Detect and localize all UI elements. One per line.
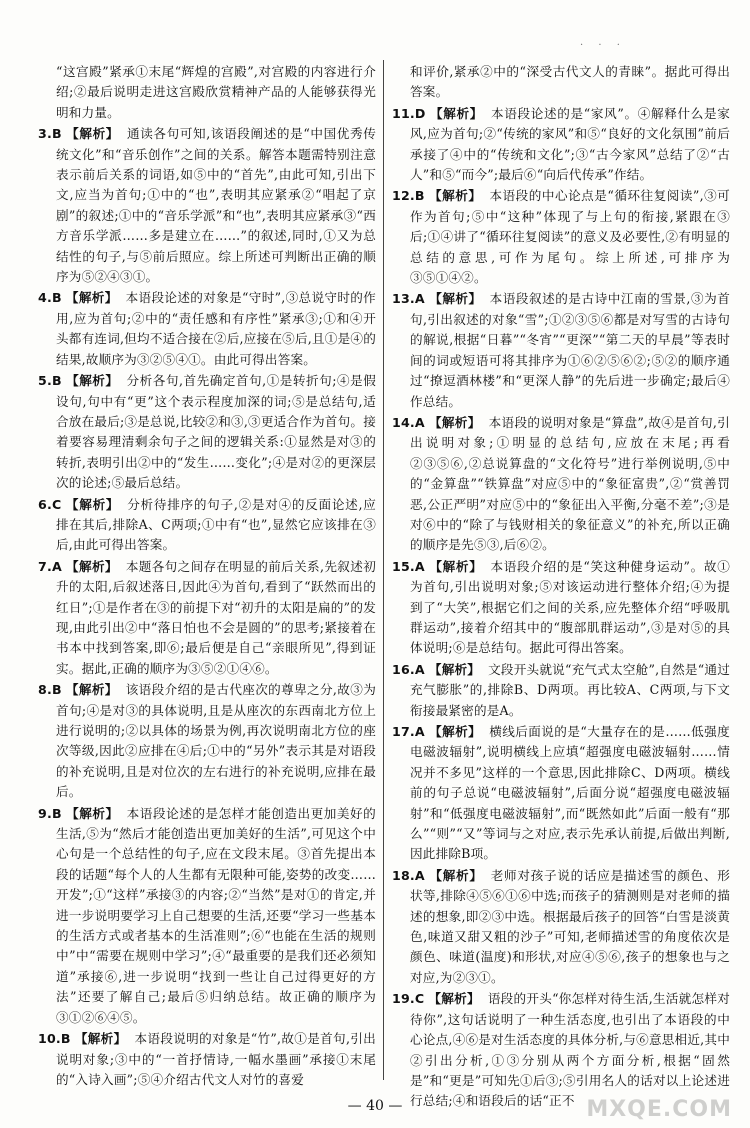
analysis-text: 本语段的中心论点是“循环往复阅读”,③可作为首句;⑤中“这种”体现了与上句的衔接,紧跟在③后;①④讲了“循环往复阅读”的意义及必要性,②有明显的总结的意思,可作为尾句。综上所述,可排序为③⑤①④②。 bbox=[410, 188, 730, 286]
answer-letter: B bbox=[51, 373, 62, 389]
answer-entry bbox=[38, 495, 376, 556]
analysis-text: 横线后面说的是“大量存在的是……低强度电磁波辐射”,说明横线上应填“超强度电磁波辐射……情况并不多见”这样的一个意思,因此排除C、D两项。横线前的句子总说“电磁波辐射”,后面分说“超强度电磁波辐射”和“低强度电磁波辐射”,而“既然如此”后面一般有“那么”“则”“又”等词与之对应,表示先承认前提,后做出判断,因此排除B项。 bbox=[410, 724, 730, 862]
analysis-text: “这宫殿”紧承①末尾“辉煌的宫殿”,对宫殿的内容进行介绍;②最后说明走进这宫殿欣赏精神产品的人能够获得光明和力量。 bbox=[56, 64, 376, 120]
answer-letter: A bbox=[414, 558, 425, 574]
answer-entry bbox=[392, 289, 730, 411]
answer-entry bbox=[392, 413, 730, 556]
watermark-logo: MXQE.COM bbox=[586, 1097, 732, 1122]
analysis-tag: 【解析】 bbox=[428, 867, 483, 883]
question-number: 10. bbox=[38, 1031, 61, 1047]
answer-letter: A bbox=[414, 724, 425, 739]
analysis-tag: 【解析】 bbox=[65, 290, 118, 306]
answer-letter: A bbox=[414, 661, 425, 677]
answer-entry bbox=[38, 124, 376, 287]
analysis-tag: 【解析】 bbox=[428, 724, 482, 739]
analysis-text: 分析各句,首先确定首句,①是转折句;④是假设句,句中有“更”这个表示程度加深的词;⑤是总结句,适合放在最后;③是总说,比较②和③,③更适合作为首句。接着要容易理清剩余句子之间的逻辑关系:①显然是对③的转折,表明引出②中的“发生……变化”;④是对②的更深层次的论述;⑤最后总结。 bbox=[56, 373, 376, 491]
analysis-tag: 【解析】 bbox=[65, 373, 119, 389]
question-number: 4. bbox=[38, 290, 52, 306]
answer-entry bbox=[392, 866, 730, 988]
analysis-tag: 【解析】 bbox=[65, 805, 119, 821]
answer-entry bbox=[38, 62, 376, 123]
analysis-tag: 【解析】 bbox=[65, 558, 118, 574]
column-divider bbox=[383, 60, 384, 1080]
analysis-tag: 【解析】 bbox=[428, 188, 482, 204]
answer-letter: A bbox=[414, 867, 425, 883]
question-number: 11. bbox=[392, 105, 415, 121]
answer-letter: C bbox=[414, 991, 425, 1007]
question-number: 13. bbox=[392, 291, 415, 307]
analysis-tag: 【解析】 bbox=[74, 1031, 127, 1047]
answer-entry bbox=[392, 186, 730, 288]
question-number: 12. bbox=[392, 188, 415, 204]
analysis-tag: 【解析】 bbox=[65, 496, 120, 512]
question-number: 3. bbox=[38, 126, 52, 142]
question-number: 8. bbox=[38, 682, 52, 698]
question-number: 7. bbox=[38, 558, 52, 574]
answer-entry bbox=[392, 989, 730, 1111]
analysis-text: 分析待排序的句子,②是对④的反面论述,应排在其后,排除A、C两项;①中有“也”,显然它应该排在③后,由此可得出答案。 bbox=[56, 496, 376, 553]
analysis-tag: 【解析】 bbox=[429, 105, 484, 121]
top-dots: · · · bbox=[580, 40, 626, 51]
analysis-text: 通读各句可知,该语段阐述的是“中国优秀传统文化”和“音乐创作”之间的关系。解答本题需特别注意表示前后关系的词语,如⑤中的“首先”,由此可知,引出下文,应当为首句;①中的“也”,表明其应紧承②“唱起了京剧”的叙述;①中的“音乐学派”和“也”,表明其应紧承③“西方音乐学派……多是建立在……”的叙述,同时,①又为总结性的句子,与⑤前后照应。综上所述可判断出正确的顺序为⑤②④③①。 bbox=[56, 126, 376, 285]
analysis-text: 文段开头就说“充气式太空舱”,自然是“通过充气膨胀”的,排除B、D两项。再比较A、C两项,与下文衔接最紧密的是A。 bbox=[410, 661, 730, 718]
analysis-tag: 【解析】 bbox=[428, 558, 483, 574]
answer-entry bbox=[38, 804, 376, 1028]
answer-letter: C bbox=[51, 496, 62, 512]
answer-letter: B bbox=[51, 290, 62, 306]
question-number: 15. bbox=[392, 558, 415, 574]
analysis-text: 老师对孩子说的话应是描述雪的颜色、形状等,排除④⑤⑥①⑥中选;而孩子的猜测则是对老师的描述的想象,即②③中选。根据最后孩子的回答“白雪是淡黄色,味道又甜又粗的沙子”可知,老师描述雪的角度依次是颜色、味道(温度)和形状,对应④⑤⑥,孩子的想象也与之对应,为②③①。 bbox=[410, 867, 730, 985]
analysis-text: 本语段论述的对象是“守时”,③总说守时的作用,应为首句;②中的“责任感和有序性”紧承③;①和④开头都有连词,但均不适合接在②后,应接在⑤后,且①是④的结果,故顺序为③②⑤④①。由此可得出答案。 bbox=[56, 290, 376, 367]
question-number: 5. bbox=[38, 373, 52, 389]
analysis-text: 本题各句之间存在明显的前后关系,先叙述初升的太阳,后叙述落日,因此④为首句,看到了“跃然而出的红日”;①是作者在③的前提下对“初升的太阳是扁的”的发现,由此引出②中“落日怕也不会是圆的”的思考;紧接着在书本中找到答案,即⑥;最后便是自己“亲眼所见”,得到证实。据此,正确的顺序为③⑤②①④⑥。 bbox=[56, 558, 376, 676]
answer-entry bbox=[392, 62, 730, 103]
answer-letter: B bbox=[51, 682, 62, 698]
answer-entry bbox=[392, 722, 730, 865]
answer-letter: A bbox=[51, 558, 62, 574]
question-number: 19. bbox=[392, 991, 415, 1007]
answer-entry bbox=[392, 104, 730, 186]
answer-letter: B bbox=[51, 805, 62, 821]
left-column bbox=[38, 62, 376, 1091]
analysis-text: 本语段叙述的是古诗中江南的雪景,③为首句,引出叙述的对象“雪”;①②③⑤⑥都是对写雪的古诗句的解说,根据“日暮”“冬宵”“更深”“第二天的早晨”等表时间的词或短语可将其排序为①⑥②⑤⑥②;⑤②的顺序通过“撩逗酒林楼”和“更深人静”的先后进一步确定;最后④作总结。 bbox=[410, 291, 730, 409]
analysis-tag: 【解析】 bbox=[428, 291, 482, 307]
answer-letter: B bbox=[60, 1031, 71, 1047]
question-number: 18. bbox=[392, 867, 415, 883]
answer-entry bbox=[38, 557, 376, 679]
analysis-tag: 【解析】 bbox=[428, 661, 481, 677]
analysis-tag: 【解析】 bbox=[428, 991, 480, 1007]
answer-letter: B bbox=[51, 126, 62, 142]
question-number: 16. bbox=[392, 661, 415, 677]
answer-entry bbox=[38, 371, 376, 493]
question-number: 9. bbox=[38, 805, 52, 821]
question-number: 6. bbox=[38, 496, 52, 512]
answer-letter: A bbox=[414, 291, 425, 307]
answer-letter: A bbox=[414, 414, 425, 430]
answer-letter: B bbox=[414, 188, 425, 204]
analysis-text: 本语段的说明对象是“算盘”,故④是首句,引出说明对象;①明显的总结句,应放在末尾;再看②③⑤⑥,②总说算盘的“文化符号”进行举例说明,⑤中的“金算盘”“铁算盘”对应⑤中的“象征富贵”,②“赏善罚恶,公正严明”对应⑤中的“象征出入平衡,分毫不差”;③是对⑥中的“除了与钱财相关的象征意义”的补充,所以正确的顺序是先⑤③,后⑥②。 bbox=[410, 414, 730, 553]
analysis-text: 本语段介绍的是“笑这种健身运动”。故①为首句,引出说明对象;⑤对该运动进行整体介绍;④为提到了“大笑”,根据它们之间的关系,应先整体介绍“呼吸肌群运动”,接着介绍其中的“腹部肌群运动”,③是对⑤的具体说明;⑥是总结句。据此可得出答案。 bbox=[410, 558, 730, 656]
answer-entry bbox=[38, 288, 376, 370]
analysis-text: 本语段论述的是“家风”。④解释什么是家风,应为首句;②“传统的家风”和⑤“良好的文化氛围”前后承接了④中的“传统和文化”;③“古今家风”总结了②“古人”和⑤“而今”;最后⑥“向后代传承”作结。 bbox=[410, 105, 730, 183]
question-number: 14. bbox=[392, 414, 415, 430]
analysis-tag: 【解析】 bbox=[428, 414, 481, 430]
analysis-tag: 【解析】 bbox=[65, 682, 118, 698]
analysis-text: 本语段论述的是怎样才能创造出更加美好的生活,⑤为“然后才能创造出更加美好的生活”,可见这个中心句是一个总结性的句子,应在文段末尾。③首先提出本段的话题“每个人的人生都有无限种可能,姿势的改变……开发”;①“这样”承接③的内容;②“当然”是对①的肯定,并进一步说明要学习上自己想要的生活,还要“学习一些基本的生活方式或者基本的生活准则”;⑥“也能在生活的规则中”中“需要在规则中学习”;④“最重要的是我们还必须知道”承接⑥,进一步说明“找到一些让自己过得更好的方法”还要了解自己;最后⑤归纳总结。故正确的顺序为③①②⑥④⑤。 bbox=[56, 805, 376, 1025]
answer-entry bbox=[38, 1029, 376, 1090]
answer-entry bbox=[392, 557, 730, 659]
analysis-text: 语段的开头“你怎样对待生活,生活就怎样对待你”,这句话说明了一种生活态度,也引出了本语段的中心论点,④⑥是对生活态度的具体分析,与⑥意思相近,其中②引出分析,①③分别从两个方面分析,根据“固然是”和“更是”可知先①后③;⑤引用名人的话对以上论述进行总结;④和语段后的话“正不 bbox=[410, 991, 730, 1109]
analysis-text: 和评价,紧承②中的“深受古代文人的青睐”。据此可得出答案。 bbox=[410, 64, 730, 100]
answer-entry bbox=[38, 680, 376, 802]
analysis-text: 本语段说明的对象是“竹”,故①是首句,引出说明对象;③中的“一首抒情诗,一幅水墨画”承接①末尾的“入诗入画”;⑤④介绍古代文人对竹的喜爱 bbox=[56, 1031, 376, 1087]
question-number: 17. bbox=[392, 724, 415, 739]
analysis-text: 该语段介绍的是古代座次的尊卑之分,故③为首句;④是对③的具体说明,且是从座次的东西南北方位上进行说明的;②以具体的场景为例,再次说明南北方位的座次等级,因此②应排在④后;①中的“另外”表示其是对语段的补充说明,且是对位次的左右进行的补充说明,应排在最后。 bbox=[56, 682, 376, 800]
answer-letter: D bbox=[414, 105, 426, 121]
analysis-tag: 【解析】 bbox=[65, 126, 120, 142]
answer-entry bbox=[392, 660, 730, 721]
page-number: — 40 — bbox=[347, 1098, 403, 1114]
right-column bbox=[392, 62, 730, 1113]
